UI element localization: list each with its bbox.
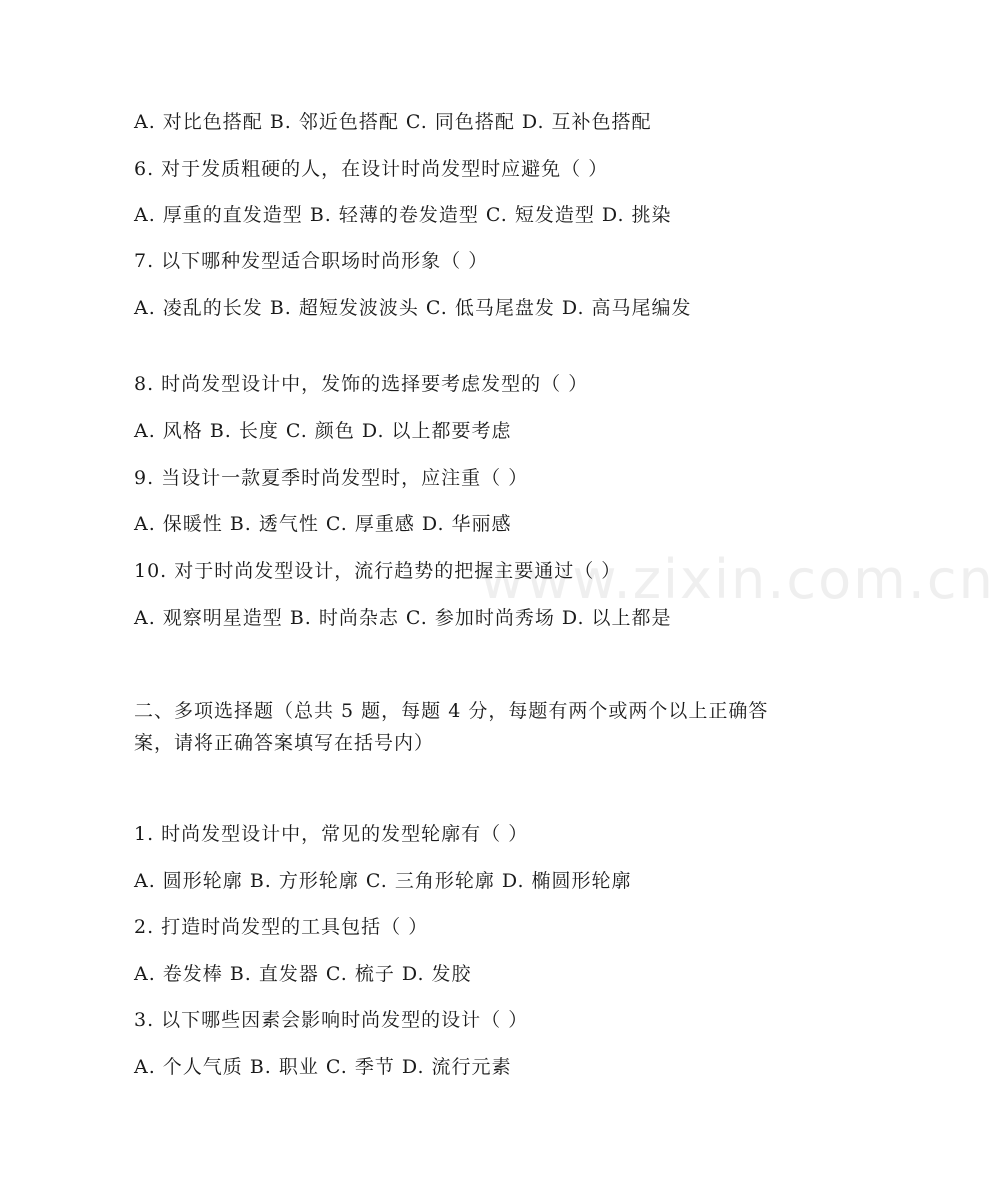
q8-question: 8. 时尚发型设计中，发饰的选择要考虑发型的（ ） [134, 373, 589, 395]
mq3-options: A. 个人气质 B. 职业 C. 季节 D. 流行元素 [134, 1056, 512, 1078]
mq2-question: 2. 打造时尚发型的工具包括（ ） [134, 916, 429, 938]
q10-options: A. 观察明星造型 B. 时尚杂志 C. 参加时尚秀场 D. 以上都是 [134, 607, 672, 629]
q6-question: 6. 对于发质粗硬的人，在设计时尚发型时应避免（ ） [134, 158, 609, 180]
q6-options: A. 厚重的直发造型 B. 轻薄的卷发造型 C. 短发造型 D. 挑染 [134, 204, 672, 226]
watermark: www.zixin.com.cn [480, 548, 995, 611]
mq1-options: A. 圆形轮廓 B. 方形轮廓 C. 三角形轮廓 D. 椭圆形轮廓 [134, 870, 632, 892]
q8-options: A. 风格 B. 长度 C. 颜色 D. 以上都要考虑 [134, 420, 512, 442]
q9-options: A. 保暖性 B. 透气性 C. 厚重感 D. 华丽感 [134, 513, 512, 535]
mq3-question: 3. 以下哪些因素会影响时尚发型的设计（ ） [134, 1009, 529, 1031]
q5-options: A. 对比色搭配 B. 邻近色搭配 C. 同色搭配 D. 互补色搭配 [134, 111, 652, 133]
mq2-options: A. 卷发棒 B. 直发器 C. 梳子 D. 发胶 [134, 963, 472, 985]
q9-question: 9. 当设计一款夏季时尚发型时，应注重（ ） [134, 467, 529, 489]
q7-options: A. 凌乱的长发 B. 超短发波波头 C. 低马尾盘发 D. 高马尾编发 [134, 297, 692, 319]
q7-question: 7. 以下哪种发型适合职场时尚形象（ ） [134, 250, 489, 272]
mq1-question: 1. 时尚发型设计中，常见的发型轮廓有（ ） [134, 823, 529, 845]
q10-question: 10. 对于时尚发型设计，流行趋势的把握主要通过（ ） [134, 560, 622, 582]
section-heading-multiple-choice: 二、多项选择题（总共 5 题，每题 4 分，每题有两个或两个以上正确答案，请将正确答案填写在括号内） [134, 700, 769, 754]
